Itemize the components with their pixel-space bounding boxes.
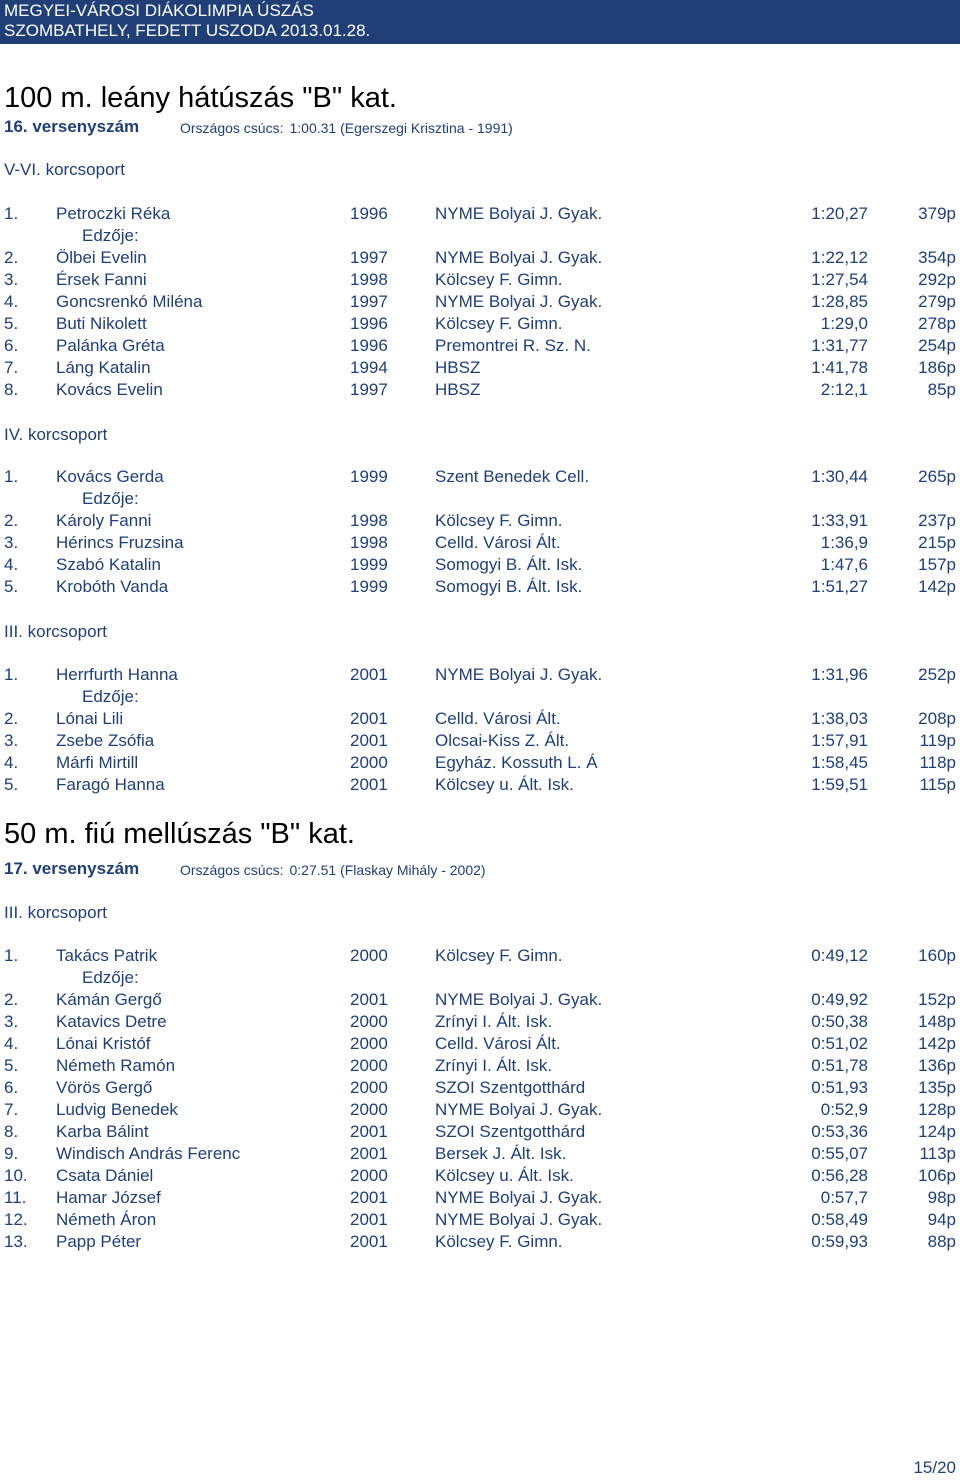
result-row (0, 291, 960, 313)
time: 1:57,91 (811, 731, 868, 750)
place: 1. (4, 946, 19, 965)
age-group-title: III. korcsoport (4, 903, 107, 922)
result-row (0, 774, 960, 796)
competition-venue-date: SZOMBATHELY, FEDETT USZODA 2013.01.28. (4, 21, 371, 40)
record-label: Országos csúcs: (180, 120, 284, 136)
club: NYME Bolyai J. Gyak. (435, 248, 603, 267)
result-row (0, 664, 960, 686)
time: 0:55,07 (811, 1144, 868, 1163)
place: 1. (4, 204, 19, 223)
birth-year: 2001 (350, 1144, 388, 1163)
swimmer-name: Windisch András Ferenc (56, 1144, 241, 1163)
club: Kölcsey F. Gimn. (435, 270, 563, 289)
result-row (0, 708, 960, 730)
time: 0:51,93 (811, 1078, 868, 1097)
place: 3. (4, 1012, 19, 1031)
swimmer-name: Petroczki Réka (56, 204, 171, 223)
points: 85p (927, 380, 956, 399)
points: 136p (918, 1056, 956, 1075)
swimmer-name: Papp Péter (56, 1232, 142, 1251)
swimmer-name: Katavics Detre (56, 1012, 167, 1031)
points: 160p (918, 946, 956, 965)
time: 1:59,51 (811, 775, 868, 794)
club: Kölcsey F. Gimn. (435, 1232, 563, 1251)
birth-year: 1999 (350, 555, 388, 574)
time: 0:53,36 (811, 1122, 868, 1141)
points: 157p (918, 555, 956, 574)
birth-year: 2001 (350, 1122, 388, 1141)
birth-year: 2001 (350, 665, 388, 684)
result-row (0, 247, 960, 269)
points: 379p (918, 204, 956, 223)
birth-year: 2001 (350, 990, 388, 1009)
place: 11. (4, 1188, 27, 1207)
place: 7. (4, 358, 19, 377)
points: 142p (918, 577, 956, 596)
birth-year: 2001 (350, 1210, 388, 1229)
place: 8. (4, 380, 19, 399)
result-row (0, 1099, 960, 1121)
time: 0:51,78 (811, 1056, 868, 1075)
club: HBSZ (435, 380, 481, 399)
place: 6. (4, 1078, 19, 1097)
place: 5. (4, 577, 19, 596)
coach-label: Edzője: (82, 968, 139, 987)
time: 1:38,03 (811, 709, 868, 728)
time: 1:51,27 (811, 577, 868, 596)
swimmer-name: Zsebe Zsófia (56, 731, 155, 750)
competition-title: MEGYEI-VÁROSI DIÁKOLIMPIA ÚSZÁS (4, 1, 314, 20)
place: 4. (4, 753, 19, 772)
club: Kölcsey F. Gimn. (435, 946, 563, 965)
age-group-title: III. korcsoport (4, 622, 107, 641)
place: 4. (4, 555, 19, 574)
coach-row (0, 225, 960, 247)
national-record (180, 860, 486, 880)
time: 1:31,96 (811, 665, 868, 684)
result-row (0, 357, 960, 379)
time: 1:33,91 (811, 511, 868, 530)
club: Kölcsey F. Gimn. (435, 314, 563, 333)
result-row (0, 510, 960, 532)
points: 148p (918, 1012, 956, 1031)
birth-year: 1998 (350, 533, 388, 552)
result-row (0, 1033, 960, 1055)
event-title: 100 m. leány hátúszás "B" kat. (4, 82, 397, 114)
points: 118p (919, 753, 956, 772)
result-row (0, 730, 960, 752)
results-list (0, 203, 960, 401)
result-row (0, 313, 960, 335)
club: NYME Bolyai J. Gyak. (435, 1100, 603, 1119)
national-record (180, 118, 513, 138)
club: SZOI Szentgotthárd (435, 1078, 586, 1097)
place: 2. (4, 511, 19, 530)
points: 254p (918, 336, 956, 355)
time: 1:29,0 (820, 314, 868, 333)
points: 124p (918, 1122, 956, 1141)
swimmer-name: Kámán Gergő (56, 990, 162, 1009)
points: 252p (918, 665, 956, 684)
result-row (0, 203, 960, 225)
swimmer-name: Goncsrenkó Miléna (56, 292, 203, 311)
result-row (0, 554, 960, 576)
time: 1:47,6 (820, 555, 868, 574)
points: 113p (919, 1144, 956, 1163)
club: NYME Bolyai J. Gyak. (435, 1188, 603, 1207)
time: 0:59,93 (811, 1232, 868, 1251)
result-row (0, 1077, 960, 1099)
swimmer-name: Németh Ramón (56, 1056, 176, 1075)
birth-year: 1998 (350, 270, 388, 289)
points: 279p (918, 292, 956, 311)
club: NYME Bolyai J. Gyak. (435, 204, 603, 223)
points: 98p (927, 1188, 956, 1207)
coach-label: Edzője: (82, 489, 139, 508)
time: 0:56,28 (811, 1166, 868, 1185)
birth-year: 2001 (350, 709, 388, 728)
time: 1:27,54 (811, 270, 868, 289)
swimmer-name: Krobóth Vanda (56, 577, 169, 596)
points: 237p (918, 511, 956, 530)
swimmer-name: Karba Bálint (56, 1122, 149, 1141)
result-row (0, 1231, 960, 1253)
points: 135p (918, 1078, 956, 1097)
place: 13. (4, 1232, 28, 1251)
place: 7. (4, 1100, 19, 1119)
swimmer-name: Vörös Gergő (56, 1078, 153, 1097)
birth-year: 1997 (350, 248, 388, 267)
club: Egyház. Kossuth L. Á (435, 753, 598, 772)
place: 8. (4, 1122, 19, 1141)
points: 278p (918, 314, 956, 333)
club: Celld. Városi Ált. (435, 1034, 561, 1053)
place: 10. (4, 1166, 28, 1185)
swimmer-name: Márfi Mirtill (56, 753, 139, 772)
club: NYME Bolyai J. Gyak. (435, 990, 603, 1009)
time: 1:30,44 (811, 467, 868, 486)
result-row (0, 1187, 960, 1209)
result-row (0, 335, 960, 357)
birth-year: 2000 (350, 1034, 388, 1053)
results-list (0, 945, 960, 1253)
swimmer-name: Németh Áron (56, 1210, 157, 1229)
place: 5. (4, 1056, 19, 1075)
birth-year: 2001 (350, 1232, 388, 1251)
club: Szent Benedek Cell. (435, 467, 590, 486)
place: 2. (4, 248, 19, 267)
place: 9. (4, 1144, 19, 1163)
swimmer-name: Kovács Gerda (56, 467, 164, 486)
event-number: 16. versenyszám (4, 117, 140, 136)
place: 1. (4, 665, 19, 684)
swimmer-name: Herrfurth Hanna (56, 665, 178, 684)
birth-year: 1996 (350, 336, 388, 355)
time: 1:20,27 (811, 204, 868, 223)
swimmer-name: Károly Fanni (56, 511, 152, 530)
club: Zrínyi I. Ált. Isk. (435, 1056, 553, 1075)
points: 94p (927, 1210, 956, 1229)
swimmer-name: Érsek Fanni (56, 270, 147, 289)
points: 142p (918, 1034, 956, 1053)
club: Kölcsey u. Ált. Isk. (435, 1166, 574, 1185)
time: 0:52,9 (820, 1100, 868, 1119)
club: HBSZ (435, 358, 481, 377)
club: Celld. Városi Ált. (435, 709, 561, 728)
time: 0:57,7 (820, 1188, 868, 1207)
page-number: 15/20 (913, 1458, 956, 1477)
age-group-title: IV. korcsoport (4, 425, 108, 444)
record-value: 1:00.31 (Egerszegi Krisztina - 1991) (289, 120, 513, 136)
birth-year: 2000 (350, 753, 388, 772)
club: Somogyi B. Ált. Isk. (435, 555, 583, 574)
birth-year: 1999 (350, 467, 388, 486)
time: 1:41,78 (811, 358, 868, 377)
club: NYME Bolyai J. Gyak. (435, 1210, 603, 1229)
place: 5. (4, 314, 19, 333)
birth-year: 1994 (350, 358, 388, 377)
time: 0:58,49 (811, 1210, 868, 1229)
birth-year: 2000 (350, 1056, 388, 1075)
birth-year: 2001 (350, 1188, 388, 1207)
birth-year: 2001 (350, 775, 388, 794)
page-header (0, 0, 960, 44)
club: Bersek J. Ált. Isk. (435, 1144, 567, 1163)
result-row (0, 379, 960, 401)
time: 0:49,12 (811, 946, 868, 965)
record-value: 0:27.51 (Flaskay Mihály - 2002) (289, 862, 486, 878)
coach-row (0, 488, 960, 510)
points: 88p (927, 1232, 956, 1251)
swimmer-name: Palánka Gréta (56, 336, 165, 355)
time: 2:12,1 (820, 380, 868, 399)
birth-year: 2000 (350, 1166, 388, 1185)
event-number: 17. versenyszám (4, 859, 140, 878)
club: Celld. Városi Ált. (435, 533, 561, 552)
coach-row (0, 686, 960, 708)
result-row (0, 1143, 960, 1165)
place: 3. (4, 533, 19, 552)
points: 215p (918, 533, 956, 552)
club: NYME Bolyai J. Gyak. (435, 292, 603, 311)
result-row (0, 1209, 960, 1231)
time: 0:51,02 (811, 1034, 868, 1053)
place: 6. (4, 336, 19, 355)
record-label: Országos csúcs: (180, 862, 284, 878)
result-row (0, 466, 960, 488)
club: NYME Bolyai J. Gyak. (435, 665, 603, 684)
points: 186p (918, 358, 956, 377)
swimmer-name: Ludvig Benedek (56, 1100, 178, 1119)
points: 128p (918, 1100, 956, 1119)
time: 1:28,85 (811, 292, 868, 311)
birth-year: 2000 (350, 1012, 388, 1031)
place: 12. (4, 1210, 28, 1229)
club: SZOI Szentgotthárd (435, 1122, 586, 1141)
swimmer-name: Csata Dániel (56, 1166, 154, 1185)
time: 1:31,77 (811, 336, 868, 355)
birth-year: 1999 (350, 577, 388, 596)
coach-label: Edzője: (82, 687, 139, 706)
coach-row (0, 967, 960, 989)
birth-year: 2000 (350, 1100, 388, 1119)
club: Kölcsey F. Gimn. (435, 511, 563, 530)
club: Somogyi B. Ált. Isk. (435, 577, 583, 596)
time: 1:36,9 (820, 533, 868, 552)
place: 5. (4, 775, 19, 794)
result-row (0, 269, 960, 291)
place: 4. (4, 1034, 19, 1053)
coach-label: Edzője: (82, 226, 139, 245)
points: 106p (918, 1166, 956, 1185)
swimmer-name: Láng Katalin (56, 358, 151, 377)
swimmer-name: Hamar József (56, 1188, 161, 1207)
result-row (0, 945, 960, 967)
result-row (0, 532, 960, 554)
points: 292p (918, 270, 956, 289)
points: 119p (919, 731, 956, 750)
points: 115p (919, 775, 956, 794)
swimmer-name: Kovács Evelin (56, 380, 163, 399)
event-title: 50 m. fiú mellúszás "B" kat. (4, 818, 355, 850)
place: 3. (4, 270, 19, 289)
place: 2. (4, 990, 19, 1009)
club: Kölcsey u. Ált. Isk. (435, 775, 574, 794)
club: Olcsai-Kiss Z. Ált. (435, 731, 570, 750)
result-row (0, 1011, 960, 1033)
result-row (0, 989, 960, 1011)
swimmer-name: Lónai Lili (56, 709, 124, 728)
result-row (0, 1055, 960, 1077)
place: 4. (4, 292, 19, 311)
club: Premontrei R. Sz. N. (435, 336, 591, 355)
time: 1:22,12 (811, 248, 868, 267)
birth-year: 1996 (350, 314, 388, 333)
result-row (0, 1121, 960, 1143)
swimmer-name: Buti Nikolett (56, 314, 147, 333)
time: 1:58,45 (811, 753, 868, 772)
birth-year: 1998 (350, 511, 388, 530)
birth-year: 1996 (350, 204, 388, 223)
birth-year: 1997 (350, 292, 388, 311)
swimmer-name: Szabó Katalin (56, 555, 161, 574)
points: 354p (918, 248, 956, 267)
results-list (0, 664, 960, 796)
birth-year: 2000 (350, 946, 388, 965)
result-row (0, 1165, 960, 1187)
club: Zrínyi I. Ált. Isk. (435, 1012, 553, 1031)
swimmer-name: Takács Patrik (56, 946, 158, 965)
swimmer-name: Lónai Kristóf (56, 1034, 151, 1053)
points: 208p (918, 709, 956, 728)
birth-year: 2001 (350, 731, 388, 750)
time: 0:49,92 (811, 990, 868, 1009)
birth-year: 2000 (350, 1078, 388, 1097)
swimmer-name: Faragó Hanna (56, 775, 165, 794)
result-row (0, 576, 960, 598)
result-row (0, 752, 960, 774)
time: 0:50,38 (811, 1012, 868, 1031)
place: 1. (4, 467, 19, 486)
results-list (0, 466, 960, 598)
place: 2. (4, 709, 19, 728)
age-group-title: V-VI. korcsoport (4, 160, 125, 179)
points: 265p (918, 467, 956, 486)
place: 3. (4, 731, 19, 750)
birth-year: 1997 (350, 380, 388, 399)
swimmer-name: Ölbei Evelin (56, 248, 147, 267)
swimmer-name: Hérincs Fruzsina (56, 533, 184, 552)
points: 152p (918, 990, 956, 1009)
